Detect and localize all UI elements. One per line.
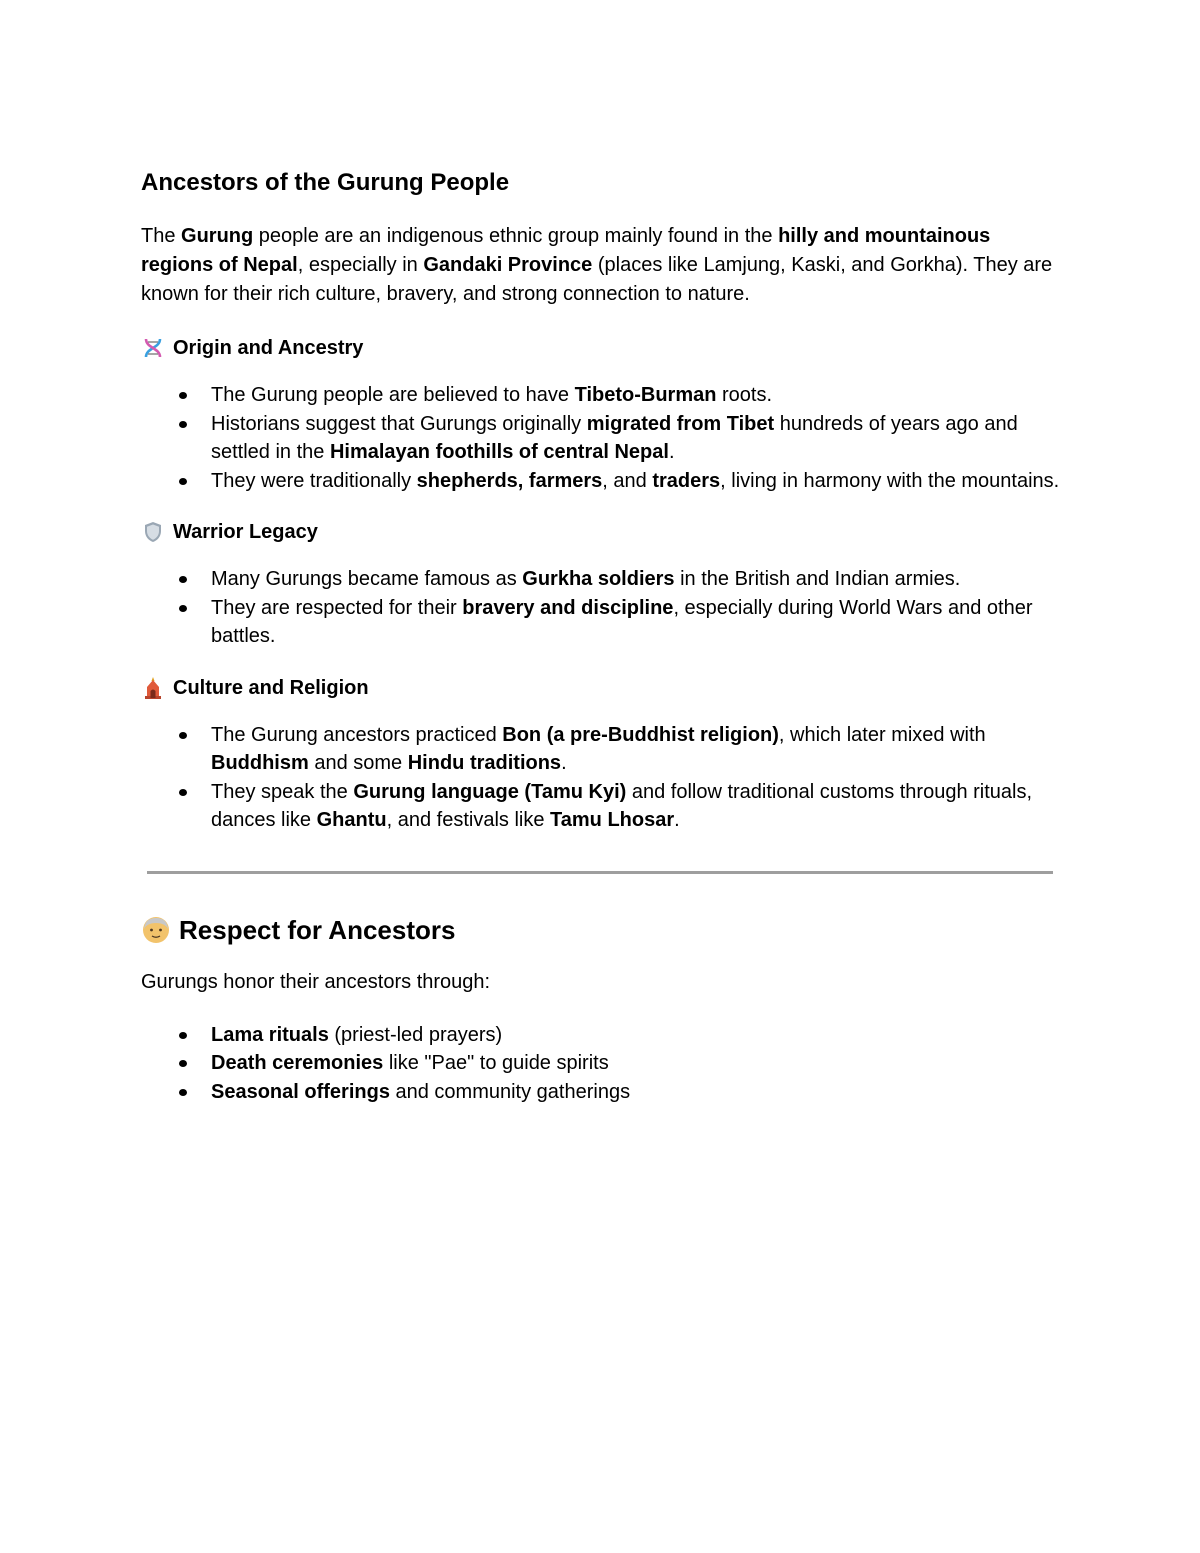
sections-container [141,333,1061,835]
bold-text: Gurkha soldiers [522,568,675,590]
text-run: The Gurung ancestors practiced [211,723,503,746]
bold-text: Death ceremonies [211,1052,384,1074]
text-run: , which later mixed with [778,723,986,746]
bold-text: migrated from Tibet [586,412,775,435]
text-run: They speak the [211,780,354,803]
respect-heading-text: Respect for Ancestors [179,914,456,945]
bold-text: Tamu Lhosar [550,809,675,831]
list-item [141,565,1061,594]
list-item [141,778,1061,835]
section-heading [141,333,1061,363]
text-run: roots. [716,384,773,406]
text-run: Many Gurungs became famous as [211,568,523,590]
section-heading-text: Warrior Legacy [173,521,318,543]
bold-text: Gurung [181,225,254,247]
text-run: , and [602,469,653,492]
bold-text: Tibeto-Burman [574,384,717,406]
bold-text: traders [652,469,721,492]
section-heading-text: Origin and Ancestry [173,337,364,359]
document-content [141,166,1061,1128]
section-heading [141,673,1061,703]
intro-paragraph [141,222,1061,309]
text-run: , and festivals like [386,809,551,831]
bold-text: Himalayan foothills of central Nepal [329,441,669,463]
text-run: The [141,225,182,247]
bold-text: Gurung language (Tamu Kyi) [353,780,627,803]
text-run: and community gatherings [389,1080,631,1103]
respect-intro: Gurungs honor their ancestors through: [141,970,491,993]
bold-text: Buddhism [211,752,309,774]
bold-text: Ghantu [316,809,387,831]
bullet-icon [179,392,187,399]
text-run: . [674,809,680,831]
text-run: They were traditionally [211,469,417,492]
list-item [141,594,1061,651]
bold-text: Gandaki Province [423,254,593,276]
bold-text: Hindu traditions [407,752,562,774]
text-run: They are respected for their [211,596,463,619]
bold-text: shepherds, farmers [416,469,603,492]
list-item [141,721,1061,778]
respect-heading [141,912,1061,948]
text-run: , living in harmony with the mountains. [720,469,1060,492]
text-run: people are an indigenous ethnic group mainly found in the [253,225,779,247]
bullet-icon [179,732,187,739]
bold-text: Lama rituals [211,1023,329,1046]
bullet-list [141,381,1061,495]
shield-icon [141,520,165,544]
list-item [141,1049,1061,1078]
bullet-icon [179,478,187,485]
bold-text: Seasonal offerings [211,1080,390,1103]
text-run: in the British and Indian armies. [674,568,961,590]
respect-bullet-list [141,1021,1061,1107]
text-run: like "Pae" to guide spirits [383,1052,609,1074]
bold-text: bravery and discipline [462,596,674,619]
text-run: The Gurung people are believed to have [211,384,575,406]
bullet-icon [179,1032,187,1039]
list-item [141,1021,1061,1050]
text-run: , especially in [297,254,424,276]
text-run: hundreds of years ago and settled in the [211,412,1018,463]
list-item [141,410,1061,467]
text-run: and follow traditional customs through rituals, dances like [211,780,1033,831]
bullet-icon [179,789,187,796]
text-run: (priest-led prayers) [328,1023,503,1046]
bold-text: hilly and mountainous regions of Nepal [141,225,991,276]
bullet-icon [179,576,187,583]
list-item [141,381,1061,410]
bullet-icon [179,1060,187,1067]
bullet-list [141,565,1061,651]
bullet-icon [179,605,187,612]
list-item [141,1078,1061,1107]
dna-icon [141,336,165,360]
section-heading-text: Culture and Religion [173,676,369,699]
bullet-icon [179,1089,187,1096]
bullet-list [141,721,1061,835]
document-title: Ancestors of the Gurung People [141,169,510,196]
elder-person-icon [141,915,171,945]
section-heading [141,517,1061,547]
shrine-icon [141,676,165,700]
text-run: Historians suggest that Gurungs originally [211,412,587,435]
text-run: , especially during World Wars and other battles. [211,596,1033,647]
horizontal-divider [147,871,1053,874]
text-run: and some [308,752,408,774]
text-run: . [561,752,567,774]
text-run: . [668,441,675,463]
bullet-icon [179,421,187,428]
bold-text: Bon (a pre-Buddhist religion) [502,723,779,746]
text-run: (places like Lamjung, Kaski, and Gorkha). They are known for their rich culture, bravery, and strong connection to nature. [141,254,1053,305]
list-item [141,467,1061,496]
